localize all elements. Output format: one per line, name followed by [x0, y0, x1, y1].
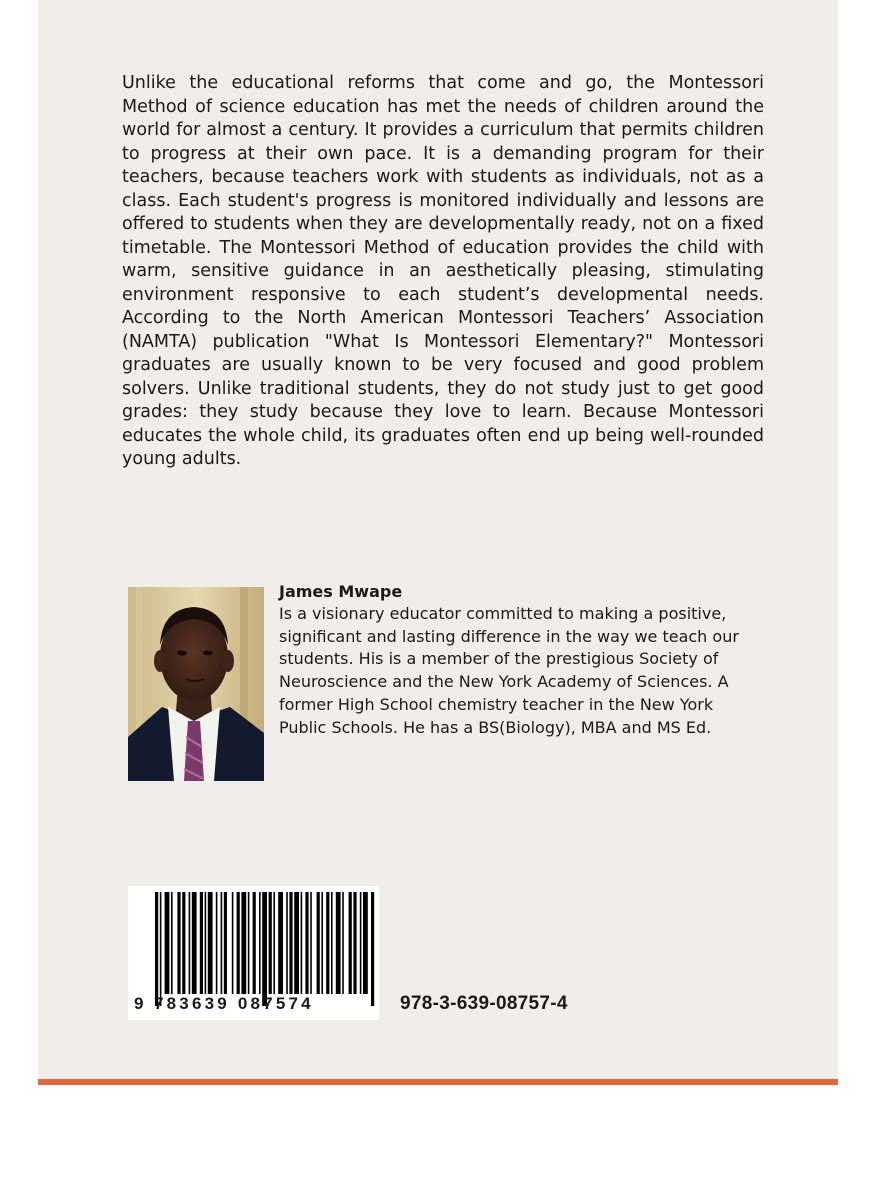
barcode-bar	[205, 892, 207, 994]
barcode-bar	[278, 892, 283, 994]
author-portrait-image	[128, 587, 264, 781]
barcode-bar	[342, 892, 344, 994]
barcode-bar	[160, 892, 162, 1006]
barcode-first-digit: 9	[134, 994, 144, 1013]
barcode-bar	[216, 892, 218, 994]
barcode-bar	[326, 892, 329, 994]
barcode-bar	[353, 892, 356, 994]
barcode-bar	[262, 892, 267, 1006]
barcode-bar	[182, 892, 185, 994]
barcode-bar	[155, 892, 158, 1006]
barcode-bar	[310, 892, 312, 994]
isbn-number: 978-3-639-08757-4	[400, 993, 568, 1014]
barcode-bar	[289, 892, 292, 994]
barcode-bar	[269, 892, 272, 994]
barcode-bar	[192, 892, 197, 994]
barcode-bar	[363, 892, 368, 994]
barcode-bar	[331, 892, 333, 994]
barcode-bar	[360, 892, 362, 994]
author-name: James Mwape	[279, 582, 403, 601]
barcode-bar	[317, 892, 320, 994]
barcode-bar	[208, 892, 213, 994]
barcode-bar	[294, 892, 299, 994]
barcode-bar	[248, 892, 250, 994]
barcode-bar	[336, 892, 341, 994]
barcode-bar	[200, 892, 203, 994]
author-bio: Is a visionary educator committed to making a positive, significant and lasting difference in the way we teach our students. His is a member of the prestigious Society of Neuroscience and the New York Academy of Sciences. A former High School chemistry teacher in the New York Public Schools. He has a BS(Biology), MBA and MS Ed.	[279, 604, 739, 737]
barcode-bar	[301, 892, 303, 994]
author-photo	[128, 587, 264, 781]
barcode-bar	[221, 892, 223, 994]
barcode-bar	[349, 892, 352, 994]
barcode-bar	[286, 892, 288, 994]
barcode-bar	[237, 892, 240, 994]
barcode-bar	[273, 892, 275, 994]
barcode-bar	[259, 892, 261, 994]
barcode-bar	[305, 892, 308, 994]
barcode-bar	[321, 892, 323, 994]
barcode-bar	[224, 892, 227, 994]
barcode-bar	[165, 892, 170, 994]
isbn-barcode	[128, 886, 379, 1020]
barcode-bar	[177, 892, 180, 994]
barcode-bar	[189, 892, 191, 994]
accent-rule	[38, 1079, 838, 1085]
barcode-bar	[371, 892, 374, 1006]
book-description: Unlike the educational reforms that come and go, the Montessori Method of science education has met the needs of children around the world for almost a century. It provides a curriculum that permits children to progress at their own pace. It is a demanding program for their teachers, because teachers work with students as individuals, not as a class. Each student's progress is monitored individually and lessons are offered to students when they are developmentally ready, not on a fixed timetable. The Montessori Method of education provides the child with warm, sensitive guidance in an aesthetically pleasing, stimulating environment responsive to each student’s developmental needs. According to the North American Montessori Teachers’ Association (NAMTA) publication "What Is Montessori Elementary?" Montessori graduates are usually known to be very focused and good problem solvers. Unlike traditional students, they do not study just to get good grades: they study because they love to learn. Because Montessori educates the whole child, its graduates often end up being well-rounded young adults.	[122, 73, 764, 469]
barcode-bar	[253, 892, 256, 994]
barcode-bar	[232, 892, 234, 994]
barcode-bar	[241, 892, 246, 994]
barcode-bar	[171, 892, 173, 994]
barcode-digits: 783639 087574	[154, 994, 314, 1013]
